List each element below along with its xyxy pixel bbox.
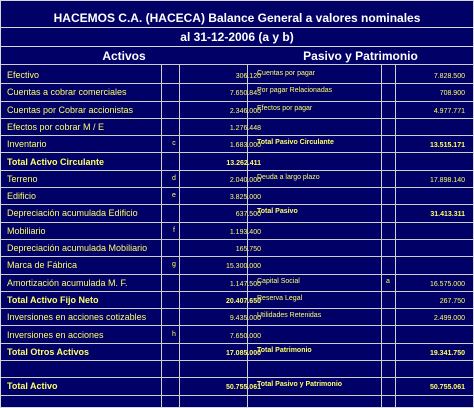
- asset-value: 306.120: [235, 73, 261, 80]
- liability-label: Por pagar Relacionadas: [257, 87, 333, 95]
- liability-label: Reserva Legal: [257, 294, 303, 302]
- table-row: [1, 84, 473, 101]
- asset-note: d: [172, 174, 176, 182]
- liability-value: 2.499.000: [433, 315, 465, 323]
- liability-value: 4.977.771: [433, 107, 465, 115]
- asset-label: Total Otros Activos: [7, 346, 90, 357]
- liability-value: 16.575.000: [429, 280, 465, 288]
- row-divider: [1, 395, 473, 396]
- asset-label: Depreciación acumulada Edificio: [7, 208, 138, 219]
- liability-label: Capital Social: [257, 277, 300, 285]
- asset-note: c: [172, 140, 176, 148]
- table-row: [1, 205, 473, 222]
- asset-label: Terreno: [7, 173, 38, 184]
- asset-label: Edificio: [7, 191, 37, 202]
- liability-label: Cuentas por pagar: [257, 70, 315, 77]
- table-row: [1, 67, 473, 84]
- table-row: [1, 275, 473, 292]
- liability-label: Total Pasivo Circulante: [257, 139, 334, 147]
- liability-label: Total Pasivo y Patrimonio: [257, 381, 343, 389]
- liability-value: 7.828.500: [433, 73, 465, 80]
- asset-value: 13.262.411: [226, 159, 261, 167]
- table-row: [1, 154, 473, 171]
- asset-label: Total Activo: [7, 381, 58, 392]
- table-row: [1, 171, 473, 188]
- asset-value: 50.755.061: [225, 384, 261, 392]
- asset-label: Mobiliario: [7, 225, 46, 236]
- asset-label: Total Activo Circulante: [7, 156, 105, 167]
- asset-value: 1.147.500: [229, 280, 261, 288]
- liability-value: 19.341.750: [429, 349, 465, 357]
- asset-value: 1.683.000: [229, 142, 261, 150]
- liability-label: Deuda a largo plazo: [257, 173, 320, 181]
- table-row: [1, 378, 473, 395]
- liability-note: a: [386, 277, 390, 285]
- liability-label: Total Patrimonio: [257, 346, 312, 354]
- liability-label: Total Pasivo: [257, 208, 298, 216]
- asset-value: 3.825.000: [229, 194, 261, 202]
- asset-value: 9.435.000: [229, 315, 261, 323]
- asset-value: 15.300.000: [225, 263, 261, 271]
- asset-label: Cuentas a cobrar comerciales: [7, 87, 127, 98]
- report-title: HACEMOS C.A. (HACECA) Balance General a valores nominales: [1, 9, 473, 28]
- asset-label: Total Activo Fijo Neto: [7, 294, 99, 305]
- liability-label: Utilidades Retenidas: [257, 312, 322, 320]
- asset-label: Inversiones en acciones cotizables: [7, 312, 147, 323]
- liability-label: Efectos por pagar: [257, 104, 313, 112]
- table-row: [1, 327, 473, 344]
- asset-value: 7.650.843: [229, 90, 261, 98]
- asset-value: 2.346.000: [229, 107, 261, 115]
- table-row: [1, 257, 473, 274]
- liability-value: 31.413.311: [430, 211, 465, 219]
- table-row: [1, 240, 473, 257]
- asset-note: e: [172, 192, 176, 200]
- asset-note: g: [172, 261, 176, 269]
- asset-label: Inventario: [7, 139, 47, 150]
- asset-label: Inversiones en acciones: [7, 329, 104, 340]
- column-header-pasivo-patrimonio: Pasivo y Patrimonio: [248, 48, 473, 64]
- liability-value: 17.898.140: [429, 176, 465, 184]
- column-header-activos: Activos: [1, 48, 247, 64]
- asset-value: 637.500: [235, 211, 261, 219]
- asset-note: h: [172, 330, 176, 338]
- table-row: [1, 361, 473, 378]
- asset-note: f: [173, 226, 175, 234]
- header-divider: [1, 64, 473, 65]
- liability-value: 708.900: [439, 90, 465, 98]
- liability-value: 50.755.061: [429, 384, 465, 392]
- table-row: [1, 223, 473, 240]
- table-row: [1, 136, 473, 153]
- asset-label: Amortización acumulada M. F.: [7, 277, 128, 288]
- table-row: [1, 309, 473, 326]
- asset-label: Marca de Fábrica: [7, 260, 78, 271]
- asset-label: Efectivo: [7, 70, 40, 80]
- asset-label: Cuentas por Cobrar accionistas: [7, 104, 134, 115]
- asset-value: 165.750: [235, 246, 261, 253]
- asset-value: 2.040.000: [229, 176, 261, 184]
- asset-value: 7.650.000: [229, 332, 261, 340]
- table-row: [1, 102, 473, 119]
- table-row: [1, 292, 473, 309]
- table-row: [1, 119, 473, 136]
- table-row: [1, 344, 473, 361]
- asset-value: 20.407.650: [225, 297, 261, 305]
- asset-value: 1.193.400: [229, 228, 261, 236]
- liability-value: 267.750: [439, 297, 465, 305]
- table-row: [1, 188, 473, 205]
- asset-value: 1.276.448: [229, 124, 261, 132]
- asset-label: Depreciación acumulada Mobiliario: [7, 243, 148, 253]
- report-date: al 31-12-2006 (a y b): [1, 28, 473, 47]
- asset-label: Efectos por cobrar M / E: [7, 121, 105, 132]
- asset-value: 17.085.000: [225, 349, 261, 357]
- liability-value: 13.515.171: [429, 142, 465, 150]
